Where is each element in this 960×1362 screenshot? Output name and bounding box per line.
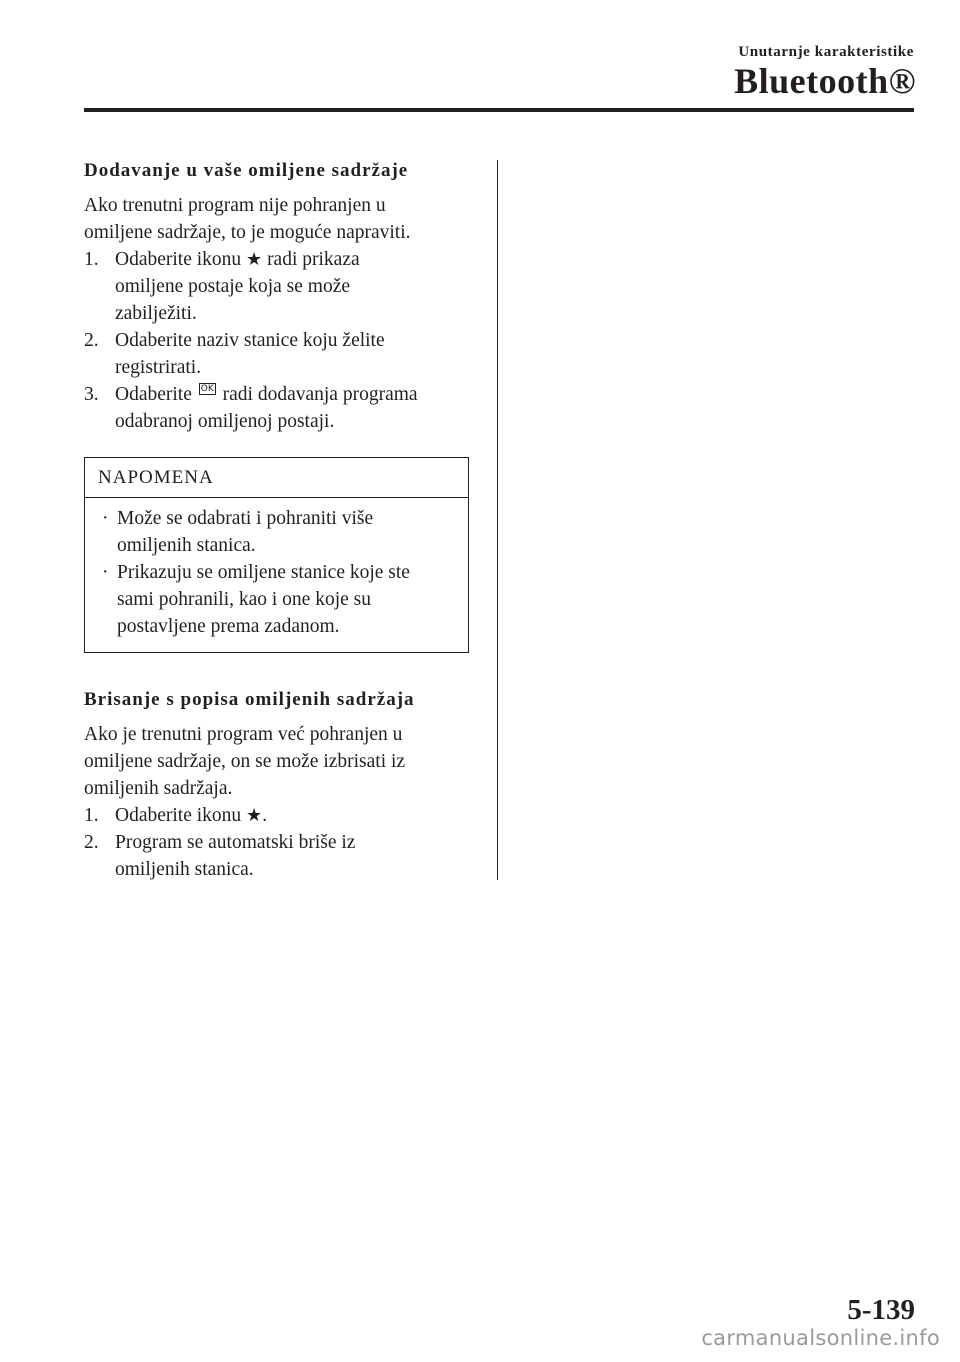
note-box — [84, 457, 469, 653]
step-item — [84, 381, 476, 435]
bullet-dot-icon: · — [102, 508, 109, 529]
step-text: omiljene postaje koja se može — [115, 276, 351, 297]
section-remove-favorites — [84, 689, 476, 883]
step-item — [84, 327, 476, 381]
note-bullet — [99, 505, 456, 559]
step-text: omiljenih stanica. — [115, 859, 254, 880]
paragraph-line: omiljene sadržaje, to je moguće napraviti. — [84, 222, 411, 243]
note-text: Prikazuju se omiljene stanice koje ste — [117, 562, 410, 583]
page-number: 5-139 — [847, 1294, 915, 1326]
section-heading-add-favorites: Dodavanje u vaše omiljene sadržaje — [84, 160, 409, 181]
left-column — [84, 160, 476, 883]
note-body — [85, 498, 468, 652]
step-item — [84, 246, 476, 327]
step-item — [84, 802, 476, 829]
star-icon: ★ — [246, 805, 263, 825]
running-header-section: Unutarnje karakteristike — [738, 44, 914, 60]
step-item — [84, 829, 476, 883]
step-text: radi dodavanja programa — [217, 384, 418, 405]
step-number: 3. — [84, 384, 99, 405]
step-text: Odaberite ikonu — [115, 249, 247, 270]
step-text: Odaberite ikonu — [115, 805, 247, 826]
paragraph-line: Ako trenutni program nije pohranjen u — [84, 195, 386, 216]
step-text: Odaberite naziv stanice koju želite — [115, 330, 385, 351]
step-number: 2. — [84, 832, 99, 853]
note-text: omiljenih stanica. — [117, 535, 256, 556]
column-divider — [497, 160, 498, 880]
step-number: 2. — [84, 330, 99, 351]
running-header-title: Bluetooth® — [734, 61, 916, 101]
step-number: 1. — [84, 249, 99, 270]
paragraph-line: Ako je trenutni program već pohranjen u — [84, 724, 403, 745]
step-text: Odaberite — [115, 384, 197, 405]
ok-icon: OK — [200, 384, 214, 394]
paragraph-line: omiljene sadržaje, on se može izbrisati iz — [84, 751, 406, 772]
step-text: zabilježiti. — [115, 303, 197, 324]
note-text: sami pohranili, kao i one koje su — [117, 589, 371, 610]
step-number: 1. — [84, 805, 99, 826]
step-text: odabranoj omiljenoj postaji. — [115, 411, 335, 432]
note-heading: NAPOMENA — [85, 458, 468, 498]
step-text: registrirati. — [115, 357, 202, 378]
step-text: radi prikaza — [262, 249, 360, 270]
section-heading-remove-favorites: Brisanje s popisa omiljenih sadržaja — [84, 689, 415, 710]
step-text: . — [262, 805, 268, 826]
bullet-dot-icon: · — [102, 562, 109, 583]
step-text: Program se automatski briše iz — [115, 832, 356, 853]
watermark: carmanualsonline.info — [701, 1326, 940, 1350]
star-icon: ★ — [246, 249, 263, 269]
header-rule — [84, 108, 914, 112]
note-text: postavljene prema zadanom. — [117, 616, 340, 637]
note-bullet — [99, 559, 456, 640]
note-text: Može se odabrati i pohraniti više — [117, 508, 374, 529]
paragraph-line: omiljenih sadržaja. — [84, 778, 233, 799]
